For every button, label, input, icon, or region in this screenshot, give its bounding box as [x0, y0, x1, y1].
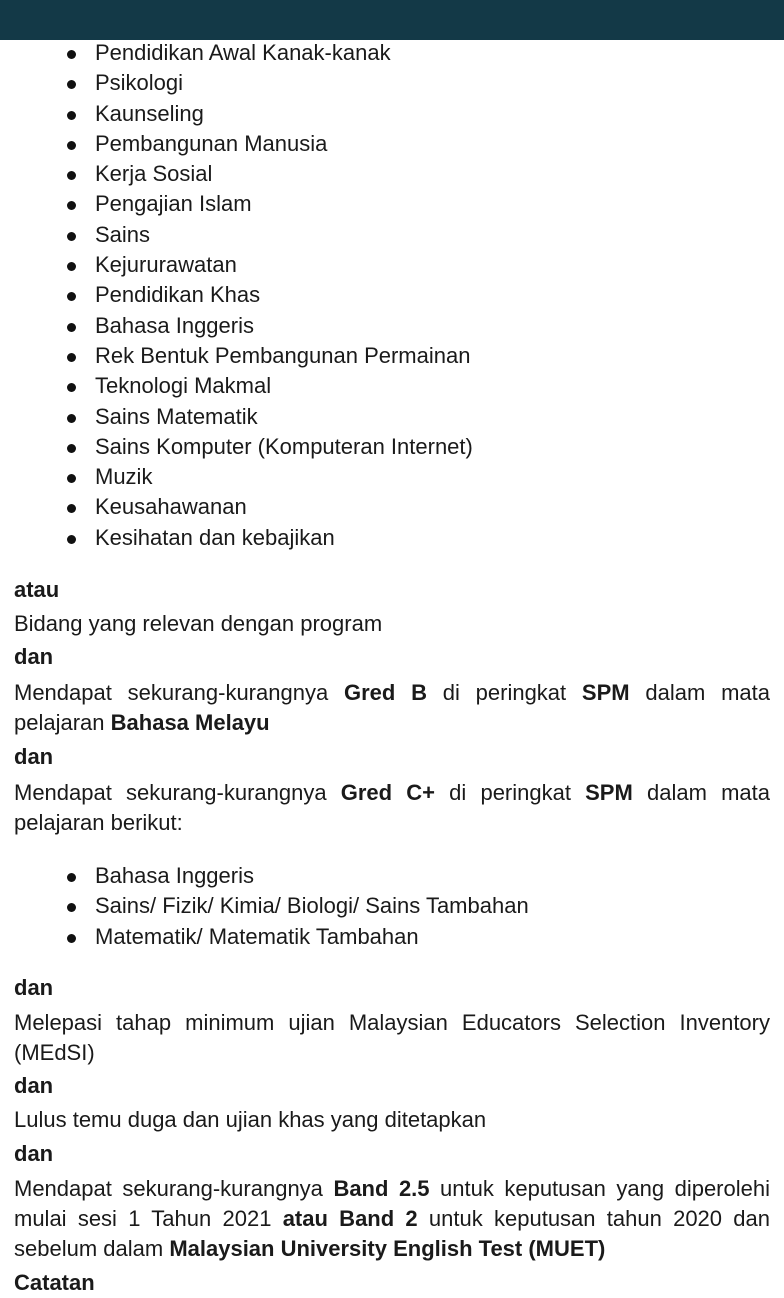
- grade-b: Gred B: [343, 680, 427, 706]
- conjunction-dan: dan: [14, 1140, 54, 1166]
- subjects-list: [0, 38, 784, 553]
- muet-requirement: Mendapat sekurang-kurangnya Band 2.5 untuk keputusan yang diperolehi mulai sesi 1 Tahun 2021 atau Band 2 untuk keputusan tahun 2020 dan sebelum dalam Malaysian University English Test (MUET): [14, 1175, 770, 1261]
- list-item: Sains Matematik: [0, 402, 784, 432]
- medsi-requirement: Melepasi tahap minimum ujian Malaysian Educators Selection Inventory (MEdSI): [14, 1009, 770, 1065]
- list-item: Bahasa Inggeris: [0, 861, 784, 891]
- list-item: Psikologi: [0, 68, 784, 98]
- conjunction-atau: atau: [14, 577, 60, 603]
- list-item: Matematik/ Matematik Tambahan: [0, 922, 784, 952]
- interview-requirement: Lulus temu duga dan ujian khas yang ditetapkan: [14, 1106, 487, 1132]
- list-item: Pendidikan Awal Kanak-kanak: [0, 38, 784, 68]
- muet-test-name: Malaysian University English Test (MUET): [169, 1235, 606, 1261]
- spm-label: SPM: [581, 680, 630, 706]
- list-item: Teknologi Makmal: [0, 371, 784, 401]
- conjunction-dan: dan: [14, 644, 54, 670]
- grade-c-subjects-list: [0, 861, 784, 952]
- list-item: Rek Bentuk Pembangunan Permainan: [0, 341, 784, 371]
- grade-c-plus: Gred C+: [340, 780, 435, 806]
- list-item: Muzik: [0, 462, 784, 492]
- list-item: Sains/ Fizik/ Kimia/ Biologi/ Sains Tambahan: [0, 891, 784, 921]
- list-item: Sains: [0, 220, 784, 250]
- list-item: Kesihatan dan kebajikan: [0, 523, 784, 553]
- list-item: Kaunseling: [0, 99, 784, 129]
- list-item: Pengajian Islam: [0, 189, 784, 219]
- requirement-bahasa-melayu: Mendapat sekurang-kurangnya Gred B di peringkat SPM dalam mata pelajaran Bahasa Melayu: [14, 680, 770, 736]
- conjunction-dan: dan: [14, 744, 54, 770]
- relevant-field-text: Bidang yang relevan dengan program: [14, 611, 383, 637]
- spm-label: SPM: [585, 780, 633, 806]
- band-2-5: Band 2.5: [333, 1175, 430, 1201]
- note-heading: Catatan: [14, 1269, 95, 1295]
- atau-band-2: atau Band 2: [282, 1205, 418, 1231]
- list-item: Bahasa Inggeris: [0, 311, 784, 341]
- conjunction-dan: dan: [14, 1072, 54, 1098]
- list-item: Kejururawatan: [0, 250, 784, 280]
- requirement-grade-c: Mendapat sekurang-kurangnya Gred C+ di peringkat SPM dalam mata pelajaran berikut:: [14, 780, 770, 836]
- list-item: Pendidikan Khas: [0, 280, 784, 310]
- list-item: Keusahawanan: [0, 492, 784, 522]
- top-app-bar: [0, 0, 784, 40]
- list-item: Kerja Sosial: [0, 159, 784, 189]
- document-content: [0, 38, 784, 1298]
- conjunction-dan: dan: [14, 974, 54, 1000]
- subject-bahasa-melayu: Bahasa Melayu: [110, 710, 270, 736]
- list-item: Sains Komputer (Komputeran Internet): [0, 432, 784, 462]
- list-item: Pembangunan Manusia: [0, 129, 784, 159]
